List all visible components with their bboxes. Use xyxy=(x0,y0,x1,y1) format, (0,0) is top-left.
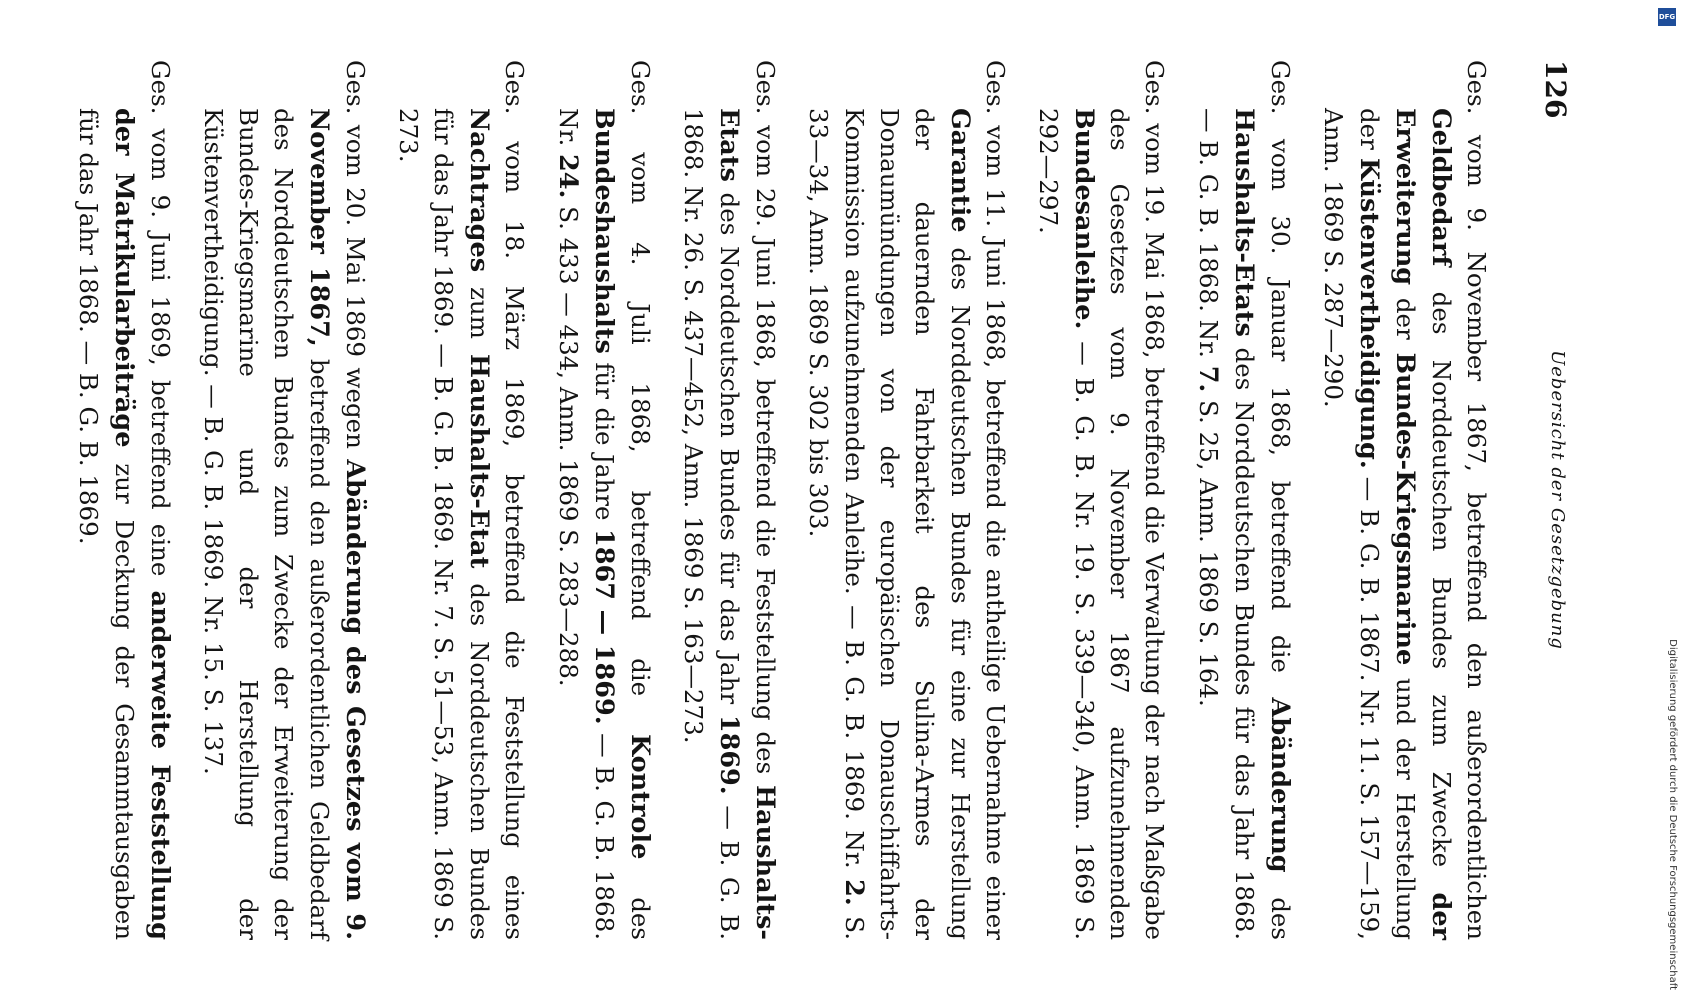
entry-keyword: 7. xyxy=(1193,365,1223,393)
running-head xyxy=(1510,40,1590,960)
entry-text: — B. G. B. 1868. Nr. xyxy=(554,108,619,940)
entry-keyword: 1867 — 1869. xyxy=(589,529,619,725)
entry-text: S. 433 — 434, Anm. 1869 S. 283—288. xyxy=(554,198,583,687)
entry-text: des xyxy=(626,859,655,940)
entry-text: S. 33—34, Anm. 1869 S. 302 bis 303. xyxy=(804,108,869,940)
law-entry xyxy=(391,60,532,940)
entry-text: des Norddeutschen Bundes für das Jahr xyxy=(715,181,744,715)
law-entries-list xyxy=(53,60,1494,940)
entry-keyword: Abänderung xyxy=(1265,697,1295,873)
entry-keyword: 2. xyxy=(839,879,869,906)
entry-text: und der Herstellung der xyxy=(1355,108,1420,940)
entry-keyword: Bundesanleihe. xyxy=(1069,108,1099,330)
entry-text: Ges. vom 9. Juni 1869, betreffend eine xyxy=(146,60,175,591)
entry-text: Ges. vom 19. Mai 1868, betreffend die Verwaltung der nach Maßgabe des Gesetzes vom 9. November 1867 aufzunehmenden xyxy=(1105,60,1169,940)
entry-text: Ges. vom 30. Januar 1868, betreffend die xyxy=(1266,60,1295,698)
law-entry xyxy=(1190,60,1298,940)
entry-keyword: Haushalts-Etats xyxy=(1229,108,1259,337)
entry-keyword: Abänderung des Gesetzes vom 9. November 1867, xyxy=(304,108,370,940)
entry-text: Ges. vom 20. Mai 1869 wegen xyxy=(341,60,370,460)
entry-keyword: Bundes-Kriegsmarine xyxy=(1390,352,1420,666)
law-entry xyxy=(801,60,1013,940)
entry-text: zum xyxy=(465,272,494,354)
entry-text: Ges. vom 11. Juni 1868, betreffend die antheilige Uebernahme einer xyxy=(981,60,1010,940)
entry-keyword: Garantie xyxy=(945,108,975,233)
entry-text: betreffend den außerordentlichen Geldbedarf des Norddeutschen Bundes zum Zwecke der Erweiterung der Bundes-Kriegsmarine und der Herstellung der Küstenvertheidigung. — B. G. B. 1869. Nr. 15. S. 137. xyxy=(199,108,334,940)
entry-text: zur Deckung der Gesammtausgaben für das Jahr 1868. — B. G. B. 1869. xyxy=(74,108,139,941)
entry-keyword: Küstenvertheidigung. xyxy=(1354,157,1384,469)
entry-keyword: Haushalts-Etat xyxy=(464,353,494,569)
entry-keyword: Haushalts-Etats xyxy=(714,108,780,940)
entry-keyword: der Erweiterung xyxy=(1390,108,1456,940)
entry-text: des Norddeutschen Bundes für eine zur Herstellung der dauernden Fahrbarkeit des Sulina-Armes der Donaumündungen von der europäischen Donauschiffahrts-Kommission aufzunehmenden Anleihe. — B. G. B. 1869. Nr. xyxy=(840,108,975,940)
digitization-notice-text: Digitalisierung gefördert durch die Deutsche Forschungsgemeinschaft xyxy=(1667,639,1678,990)
entry-text: Ges. vom 18. März 1869, betreffend die Feststellung eines xyxy=(500,60,529,940)
entry-keyword: Bundeshaushalts xyxy=(589,108,619,354)
entry-text: der xyxy=(1391,285,1420,353)
entry-keyword: 24. xyxy=(553,154,583,199)
entry-keyword: anderweite Feststellung der Matrikularbeiträge xyxy=(109,108,175,940)
entry-text: für die Jahre xyxy=(590,353,619,530)
entry-text: des Norddeutschen Bundes zum Zwecke xyxy=(1427,266,1456,893)
entry-keyword: Kontrole xyxy=(625,734,655,860)
entry-keyword: Nachtrages xyxy=(464,108,494,273)
entry-text: S. 25, Anm. 1869 S. 164. xyxy=(1194,392,1223,707)
entry-text: des Norddeutschen Bundes für das Jahr 1869. — B. G. B. 1869. Nr. 7. S. 51—53, Anm. 1869 S. 273. xyxy=(394,108,494,940)
law-entry xyxy=(71,60,178,940)
dfg-logo: DFG xyxy=(1658,8,1676,26)
running-title: Uebersicht der Gesetzgebung xyxy=(1547,350,1568,650)
entry-text: — B. G. B. 1867. Nr. 11. S. 157—159, Anm. 1869 S. 287—290. xyxy=(1319,108,1384,940)
law-entry xyxy=(1031,60,1172,940)
digitization-notice xyxy=(1660,10,1680,990)
entry-text: Ges. vom 9. November 1867, betreffend den außerordentlichen xyxy=(1462,60,1491,940)
entry-text: Ges. vom 4. Juli 1868, betreffend die xyxy=(626,60,655,735)
entry-text: des xyxy=(1266,872,1295,940)
entry-text: — B. G. B. Nr. 19. S. 339—340, Anm. 1869 S. 292—297. xyxy=(1034,108,1099,940)
law-entry xyxy=(196,60,373,940)
law-entry xyxy=(676,60,783,940)
entry-text: des Norddeutschen Bundes für das Jahr 1868. — B. G. B. 1868. Nr. xyxy=(1194,108,1259,940)
rotated-book-page xyxy=(74,40,1590,960)
entry-keyword: Geldbedarf xyxy=(1426,108,1456,267)
entry-text: — B. G. B. 1868. Nr. 26. S. 437—452, Anm. 1869 S. 163—273. xyxy=(679,108,744,940)
page-number: 126 xyxy=(1539,60,1572,119)
entry-text: Ges. vom 29. Juni 1868, betreffend die Feststellung des xyxy=(751,60,780,786)
law-entry xyxy=(1316,60,1494,940)
entry-keyword: 1869. xyxy=(714,714,744,795)
law-entry xyxy=(550,60,658,940)
